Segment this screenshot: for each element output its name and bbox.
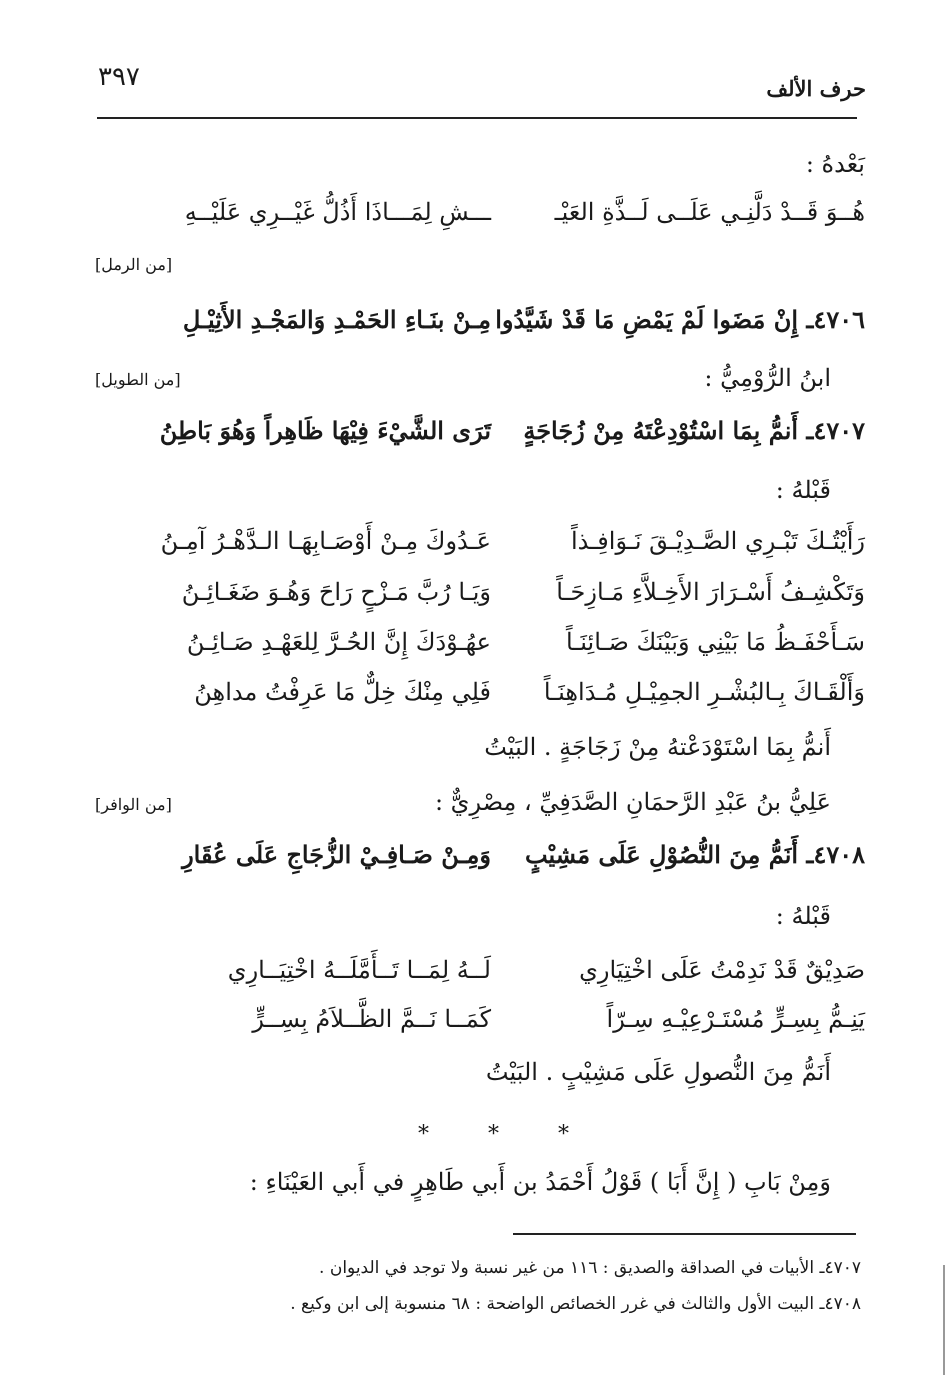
footnote: ٤٧٠٧ـ الأبيات في الصداقة والصديق : ١١٦ من غير نسبة ولا توجد في الديوان . — [319, 1258, 861, 1278]
verse-second-half: وَمِـنْ صَـافِـيْ الزُّجَاجِ عَلَى عُقَارِ — [182, 840, 491, 869]
poet-name: عَلِيُّ بنُ عَبْدِ الرَّحمَانِ الصَّدَفِيِّ ، مِصْرِيٌّ : — [434, 788, 831, 816]
text-line: بَعْدهُ : — [805, 150, 865, 178]
verse-first-half: وَتَكْشِـفُ أَسْـرَارَ الأَخِـلاَّءِ مَـازِحَـاً — [556, 578, 865, 606]
verse-second-half: عهُـوْدَكَ إِنَّ الحُـرَّ لِلعَهْـدِ صَـائِـنُ — [186, 628, 491, 656]
header-rule — [97, 117, 857, 119]
verse-first-half: وَأَلْقَـاكَ بِـالبُشْـرِ الجمِيْـلِ مُـدَاهِنَـاً — [543, 678, 865, 706]
section-title: حرف الألف — [766, 76, 866, 101]
verse-first-half: سَـأَحْفَـظُ مَا بَيْنِي وَبَيْنَكَ صَـائِنَـاً — [565, 628, 865, 656]
text-line: أَنَمُّ مِنَ النُّصولِ عَلَى مَشِيْبٍ . البَيْتُ — [485, 1058, 831, 1086]
meter-label: [من الطويل] — [95, 370, 181, 389]
verse-first-half: يَنِـمُّ بِسِـرٍّ مُسْتَـرْعِيْـهِ سِـرّاً — [606, 1005, 865, 1033]
verse-first-half: صَدِيْقٌ قَدْ نَدِمْتُ عَلَى اخْتِيَارِي — [579, 956, 865, 984]
verse-first-half: ٤٧٠٧ـ أَنمُّ بِمَا اسْتُوْدِعْتَهُ مِنْ زُجَاجَةٍ — [523, 416, 865, 445]
page-number: ٣٩٧ — [98, 62, 140, 92]
verse-second-half: ـــشِ لِمَـــاذَا أَذُلُّ غَيْــرِي عَلَيْــهِ — [184, 198, 491, 226]
verse-first-half: ٤٧٠٦ـ إِنْ مَضَوا لَمْ يَمْضِ مَا قَدْ شَيَّدُوا — [495, 305, 865, 334]
verse-second-half: مِـنْ بنَـاءِ الحَمْـدِ وَالمَجْـدِ الأَثِيْـلِ — [182, 305, 491, 334]
poet-name: ابنُ الرُّوْمِيُّ : — [704, 364, 831, 392]
verse-first-half: هُــوَ قَــدْ دَلَّنِـي عَلَــى لَــذَّةِ العَيْـ — [554, 198, 865, 226]
text-line: وَمِنْ بَابِ ( إِنَّ أَبَا ) قَوْلُ أَحْمَدُ بن أَبي طَاهِرٍ في أَبي العَيْنَاءِ : — [249, 1168, 831, 1196]
page-edge-mark — [943, 1265, 945, 1375]
text-line: أَنمُّ بِمَا اسْتَوْدَعْتهُ مِنْ زَجَاجَةٍ . البَيْتُ — [484, 733, 831, 761]
footnote: ٤٧٠٨ـ البيت الأول والثالث في غرر الخصائص الواضحة : ٦٨ منسوبة إلى ابن وكيع . — [290, 1294, 861, 1314]
text-line: قَبْلهُ : — [775, 476, 831, 504]
meter-label: [من الرمل] — [95, 255, 173, 274]
section-separator: * * * — [418, 1122, 595, 1147]
footnote-rule — [513, 1233, 856, 1235]
meter-label: [من الوافر] — [95, 795, 172, 814]
verse-first-half: رَأَيْتُـكَ تَبْـرِي الصَّـدِيْـقَ نَـوَافِـذاً — [571, 527, 865, 555]
verse-second-half: كَمَــا نَــمَّ الظَّــلاَمُ بِسِــرٍّ — [252, 1005, 491, 1033]
verse-second-half: عَـدُوكَ مِـنْ أَوْصَـابِهَـا الـدَّهْـرُ آمِـنُ — [160, 527, 491, 555]
text-line: قَبْلهُ : — [775, 902, 831, 930]
verse-first-half: ٤٧٠٨ـ أَنَمُّ مِنَ النُّصُوْلِ عَلَى مَشِيْبٍ — [524, 840, 865, 869]
verse-second-half: وَيَـا رُبَّ مَـزْحٍ رَاحَ وَهُـوَ ضَغَـائِـنُ — [181, 578, 491, 606]
verse-second-half: فَلِي مِنْكَ خِلٌّ مَا عَرِفْتُ مداهِنُ — [194, 678, 491, 706]
verse-second-half: تَرَى الشَّيْءَ فِيْهَا ظَاهِراً وَهُوَ بَاطِنُ — [159, 416, 491, 445]
verse-second-half: لَــهُ لِمَــا تَــأَمَّلَــهُ اخْتِيَــارِي — [227, 956, 491, 984]
